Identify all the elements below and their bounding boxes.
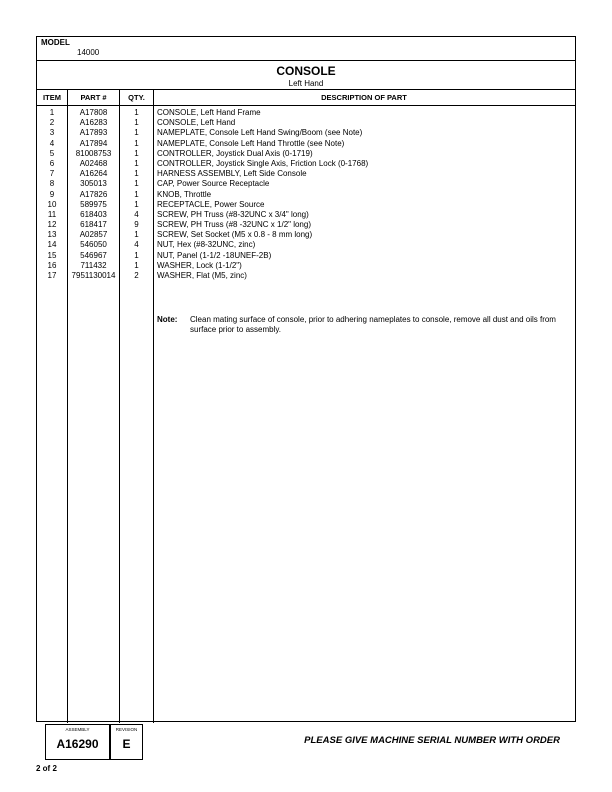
- serial-number-note: PLEASE GIVE MACHINE SERIAL NUMBER WITH ORDER: [304, 735, 560, 746]
- row-part-number: 7951130014: [71, 271, 116, 280]
- page-title: CONSOLE: [276, 64, 336, 78]
- row-item-number: 2: [49, 118, 55, 128]
- table-row: [37, 251, 575, 261]
- row-item-number: 1: [49, 108, 55, 117]
- row-item-number: 12: [47, 220, 57, 230]
- row-description: SCREW, Set Socket (M5 x 0.8 - 8 mm long): [157, 230, 313, 240]
- row-item-number: 5: [49, 148, 55, 158]
- parts-list-frame: [36, 36, 576, 722]
- row-description: CONTROLLER, Joystick Single Axis, Friction Lock (0-1768): [157, 158, 369, 168]
- row-description: CONSOLE, Left Hand Frame: [157, 108, 261, 117]
- row-description: KNOB, Throttle: [157, 189, 212, 199]
- row-quantity: 1: [134, 199, 139, 209]
- row-item-number: 3: [49, 128, 55, 138]
- column-header-part: PART #: [67, 90, 120, 106]
- row-description: SCREW, PH Truss (#8 -32UNC x 1/2" long): [157, 220, 311, 230]
- row-item-number: 6: [49, 158, 55, 168]
- row-quantity: 1: [134, 108, 139, 117]
- table-row: [37, 179, 575, 189]
- row-item-number: 16: [47, 260, 57, 270]
- row-description: WASHER, Lock (1-1/2"): [157, 260, 242, 270]
- row-part-number: A02468: [79, 158, 108, 168]
- row-part-number: A17894: [79, 138, 108, 148]
- table-row: [37, 261, 575, 271]
- row-item-number: 10: [47, 199, 57, 209]
- table-row: [37, 271, 575, 281]
- row-part-number: A16283: [79, 118, 108, 128]
- row-quantity: 1: [134, 128, 139, 138]
- title-block: [37, 61, 575, 90]
- row-part-number: 305013: [80, 179, 107, 189]
- table-row: [37, 190, 575, 200]
- column-header-description: DESCRIPTION OF PART: [153, 90, 575, 106]
- row-description: NAMEPLATE, Console Left Hand Throttle (see Note): [157, 138, 345, 148]
- row-quantity: 1: [134, 138, 139, 148]
- row-item-number: 17: [47, 271, 57, 280]
- row-description: CAP, Power Source Receptacle: [157, 179, 270, 189]
- note-label: Note:: [157, 315, 178, 324]
- row-part-number: A17808: [79, 108, 108, 117]
- row-part-number: A17826: [79, 189, 108, 199]
- model-header: [37, 37, 575, 61]
- assembly-number: A16290: [56, 737, 99, 751]
- table-row: [37, 240, 575, 250]
- parts-table-body: [37, 108, 575, 281]
- row-item-number: 9: [49, 189, 55, 199]
- revision-value: E: [122, 737, 131, 751]
- row-description: NUT, Hex (#8-32UNC, zinc): [157, 240, 256, 250]
- row-part-number: 81008753: [75, 148, 112, 158]
- row-quantity: 1: [134, 179, 139, 189]
- table-row: [37, 210, 575, 220]
- table-row: [37, 159, 575, 169]
- column-header-qty: QTY.: [120, 90, 153, 106]
- table-row: [37, 139, 575, 149]
- row-description: NUT, Panel (1-1/2 -18UNEF-2B): [157, 250, 272, 260]
- table-row: [37, 169, 575, 179]
- row-quantity: 1: [134, 118, 139, 128]
- row-description: WASHER, Flat (M5, zinc): [157, 271, 247, 280]
- row-description: CONSOLE, Left Hand: [157, 118, 236, 128]
- row-description: HARNESS ASSEMBLY, Left Side Console: [157, 169, 307, 179]
- revision-label: REVISION: [115, 727, 138, 732]
- row-part-number: 618403: [80, 209, 107, 219]
- table-row: [37, 108, 575, 118]
- assembly-note: [157, 315, 557, 335]
- row-part-number: 546050: [80, 240, 107, 250]
- model-label: MODEL: [41, 38, 70, 47]
- row-quantity: 1: [134, 148, 139, 158]
- row-quantity: 1: [134, 158, 139, 168]
- table-row: [37, 149, 575, 159]
- assembly-number-box: [45, 724, 110, 760]
- table-row: [37, 220, 575, 230]
- row-quantity: 1: [134, 230, 139, 240]
- row-quantity: 1: [134, 189, 139, 199]
- row-quantity: 4: [134, 209, 139, 219]
- row-quantity: 4: [134, 240, 139, 250]
- row-item-number: 11: [47, 209, 57, 219]
- row-description: SCREW, PH Truss (#8-32UNC x 3/4" long): [157, 209, 309, 219]
- row-part-number: 711432: [80, 260, 107, 270]
- model-value: 14000: [77, 48, 100, 57]
- row-part-number: 546967: [80, 250, 107, 260]
- row-quantity: 2: [134, 271, 139, 280]
- note-text: Clean mating surface of console, prior to adhering nameplates to console, remove all dust and oils from surface prior to assembly.: [190, 315, 556, 334]
- row-quantity: 1: [134, 169, 139, 179]
- revision-box: [110, 724, 143, 760]
- row-description: CONTROLLER, Joystick Dual Axis (0-1719): [157, 148, 313, 158]
- table-row: [37, 128, 575, 138]
- row-item-number: 13: [47, 230, 57, 240]
- row-item-number: 7: [49, 169, 55, 179]
- table-row: [37, 200, 575, 210]
- row-quantity: 1: [134, 260, 139, 270]
- row-part-number: A16264: [79, 169, 108, 179]
- row-quantity: 1: [134, 250, 139, 260]
- assembly-label: ASSEMBLY: [65, 727, 90, 732]
- row-quantity: 9: [134, 220, 139, 230]
- row-item-number: 15: [47, 250, 57, 260]
- row-item-number: 8: [49, 179, 55, 189]
- page-number: 2 of 2: [36, 764, 57, 773]
- row-part-number: 618417: [80, 220, 107, 230]
- row-description: RECEPTACLE, Power Source: [157, 199, 265, 209]
- page-subtitle: Left Hand: [288, 79, 324, 88]
- column-header-item: ITEM: [37, 90, 67, 106]
- row-description: NAMEPLATE, Console Left Hand Swing/Boom (see Note): [157, 128, 363, 138]
- table-row: [37, 230, 575, 240]
- table-row: [37, 118, 575, 128]
- row-item-number: 4: [49, 138, 55, 148]
- row-part-number: A17893: [79, 128, 108, 138]
- row-part-number: 589975: [80, 199, 107, 209]
- row-part-number: A02857: [79, 230, 108, 240]
- row-item-number: 14: [47, 240, 57, 250]
